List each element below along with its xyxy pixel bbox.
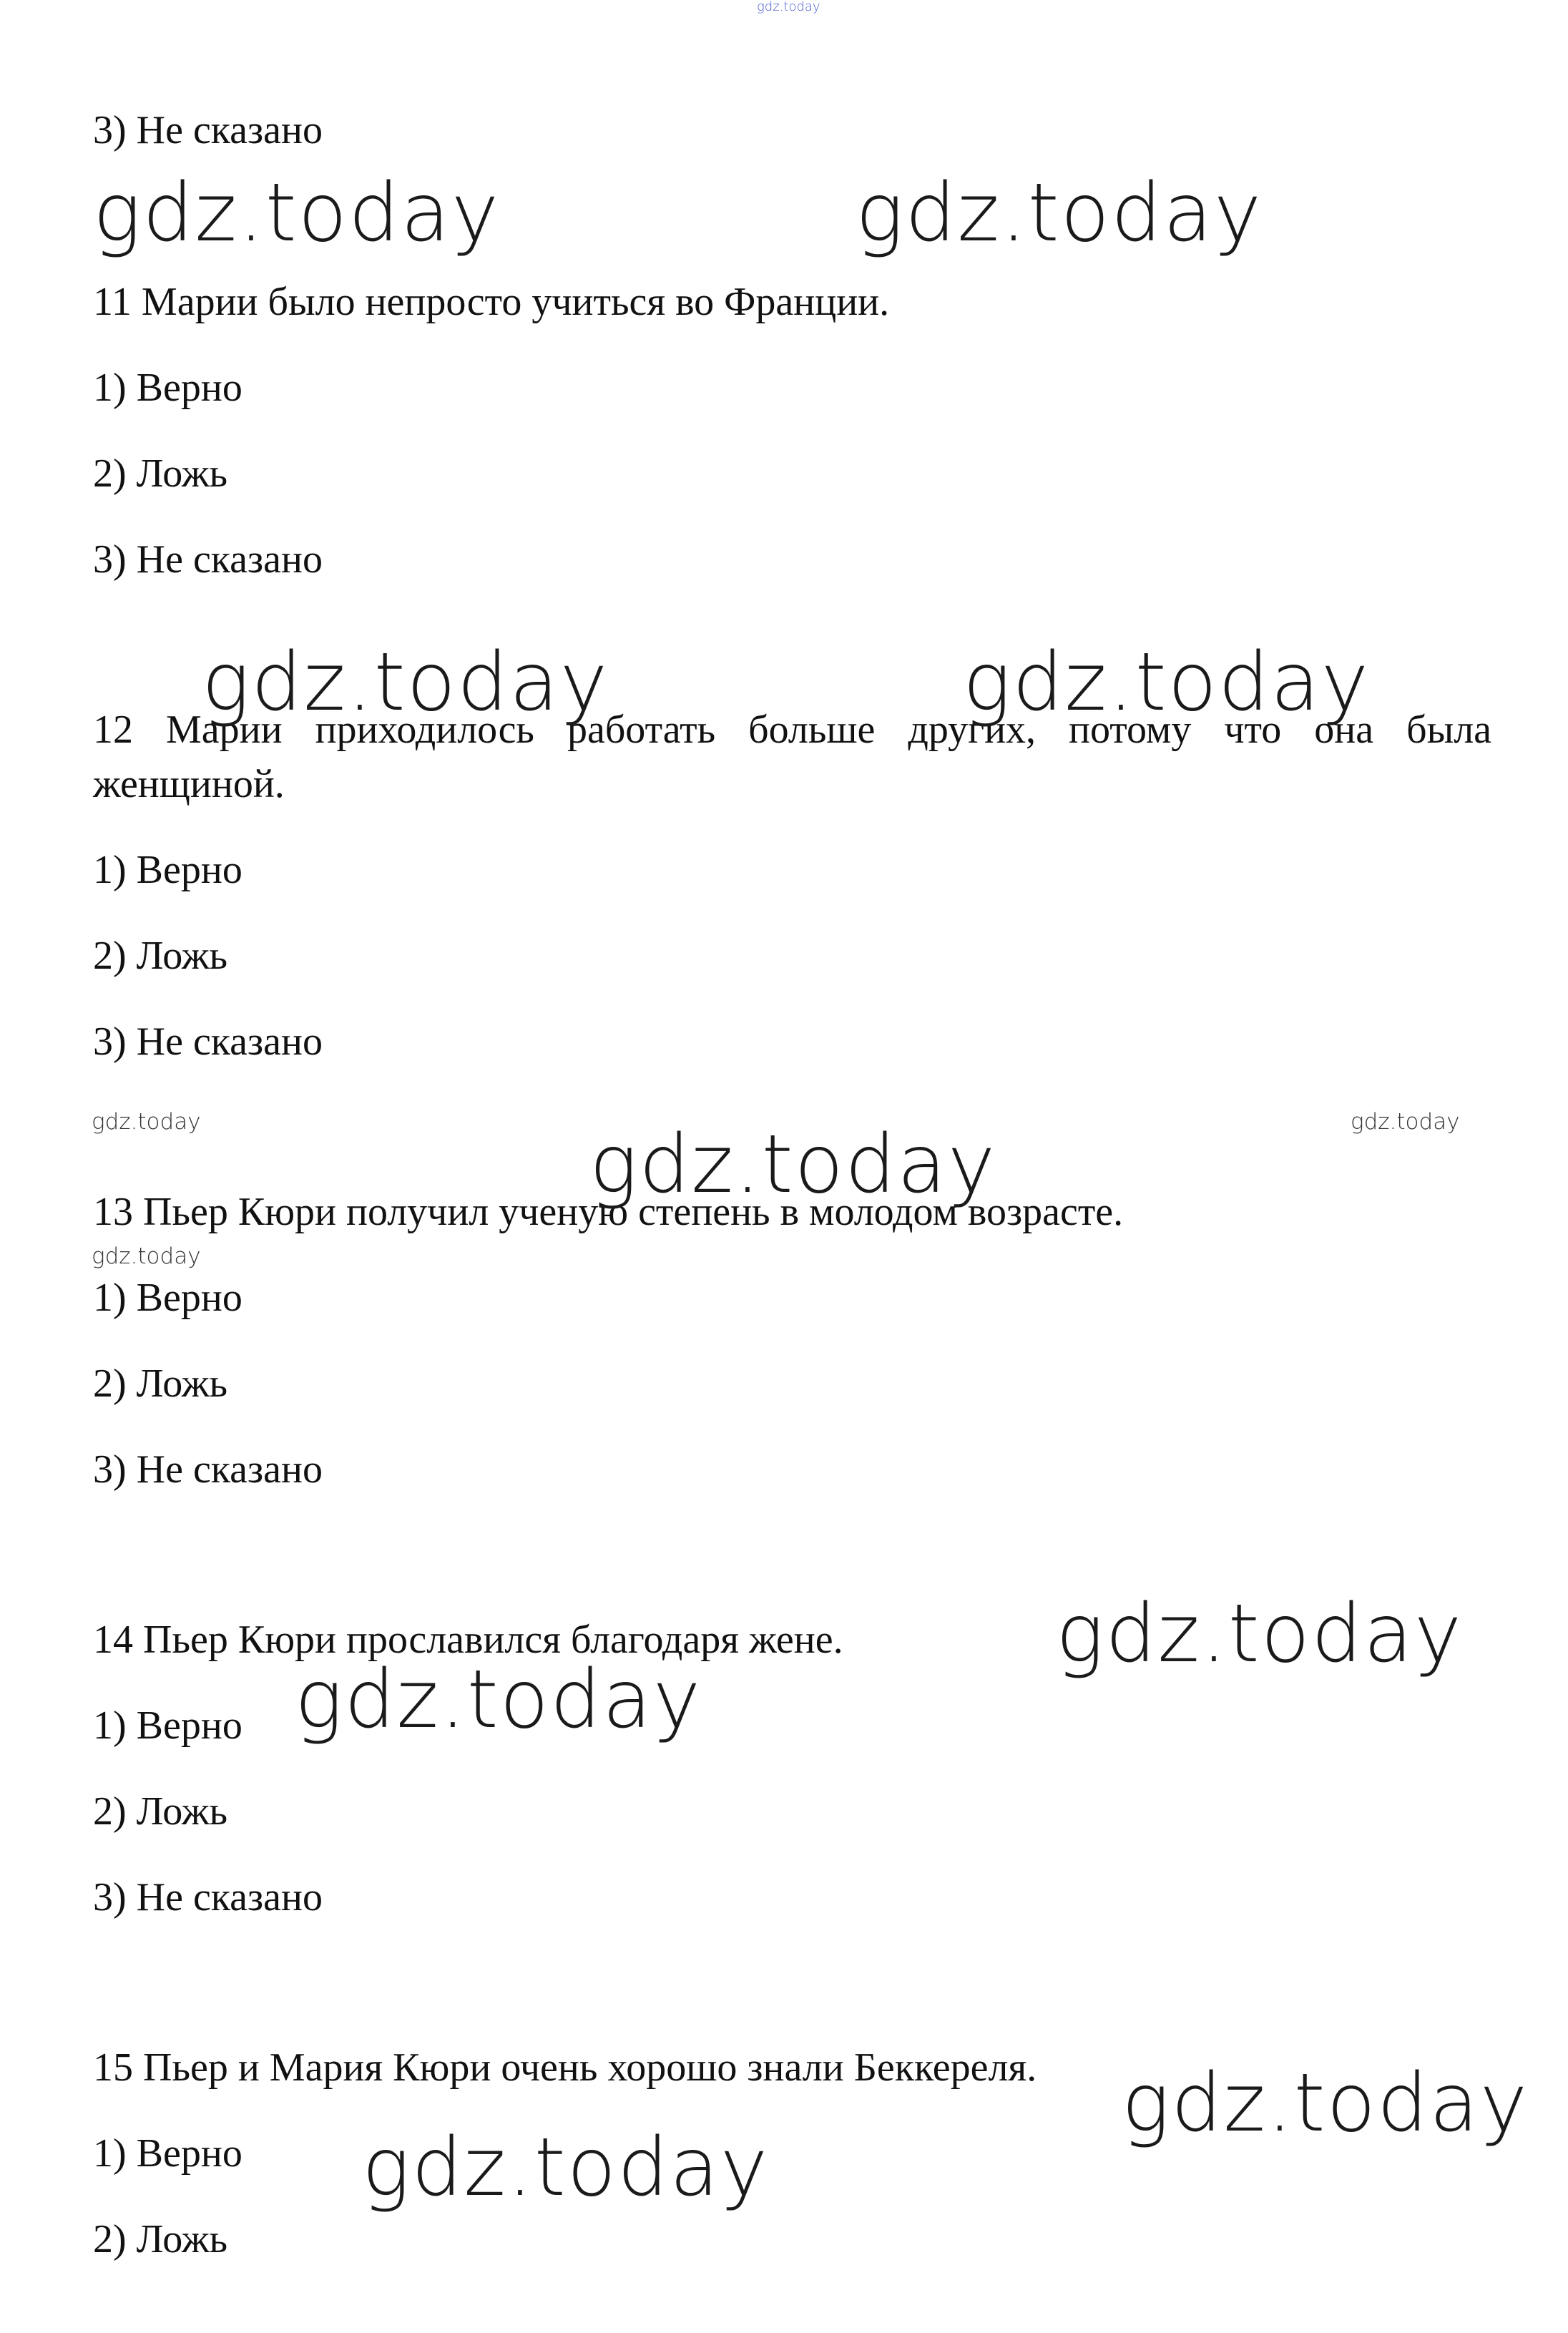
- answer-option-true: 1) Верно: [93, 1276, 242, 1320]
- watermark-small: gdz.today: [92, 1243, 201, 1269]
- question-14: 14 Пьер Кюри прославился благодаря жене.: [93, 1618, 843, 1662]
- answer-option-false: 2) Ложь: [93, 1361, 228, 1406]
- watermark: gdz.today: [93, 167, 501, 260]
- answer-option-not-stated: 3) Не сказано: [93, 1447, 323, 1492]
- watermark: gdz.today: [362, 2121, 770, 2214]
- question-11: 11 Марии было непросто учиться во Франции.: [93, 280, 890, 324]
- watermark-small: gdz.today: [92, 1109, 201, 1135]
- question-12-line-2: женщиной.: [93, 762, 285, 806]
- question-12-line-1: 12 Марии приходилось работать больше других, потому что она была: [93, 708, 1491, 752]
- watermark: gdz.today: [963, 636, 1371, 729]
- answer-option-false: 2) Ложь: [93, 2217, 228, 2261]
- watermark-top: gdz.today: [757, 0, 820, 14]
- answer-option-false: 2) Ложь: [93, 451, 228, 496]
- watermark: gdz.today: [295, 1653, 702, 1746]
- answer-option-not-stated: 3) Не сказано: [93, 1019, 323, 1064]
- question-13: 13 Пьер Кюри получил ученую степень в молодом возрасте.: [93, 1190, 1124, 1234]
- answer-option-not-stated: 3) Не сказано: [93, 537, 323, 582]
- watermark: gdz.today: [1056, 1588, 1464, 1681]
- answer-option-not-stated: 3) Не сказано: [93, 108, 323, 152]
- watermark: gdz.today: [589, 1118, 997, 1211]
- answer-option-true: 1) Верно: [93, 848, 242, 892]
- watermark: gdz.today: [856, 167, 1263, 260]
- answer-option-true: 1) Верно: [93, 366, 242, 410]
- answer-option-not-stated: 3) Не сказано: [93, 1875, 323, 1919]
- watermark: gdz.today: [202, 636, 609, 729]
- answer-option-true: 1) Верно: [93, 1703, 242, 1748]
- answer-option-true: 1) Верно: [93, 2131, 242, 2176]
- answer-option-false: 2) Ложь: [93, 934, 228, 978]
- watermark: gdz.today: [1122, 2057, 1529, 2150]
- watermark-small: gdz.today: [1351, 1109, 1460, 1135]
- question-15: 15 Пьер и Мария Кюри очень хорошо знали Беккереля.: [93, 2045, 1037, 2090]
- answer-option-false: 2) Ложь: [93, 1789, 228, 1834]
